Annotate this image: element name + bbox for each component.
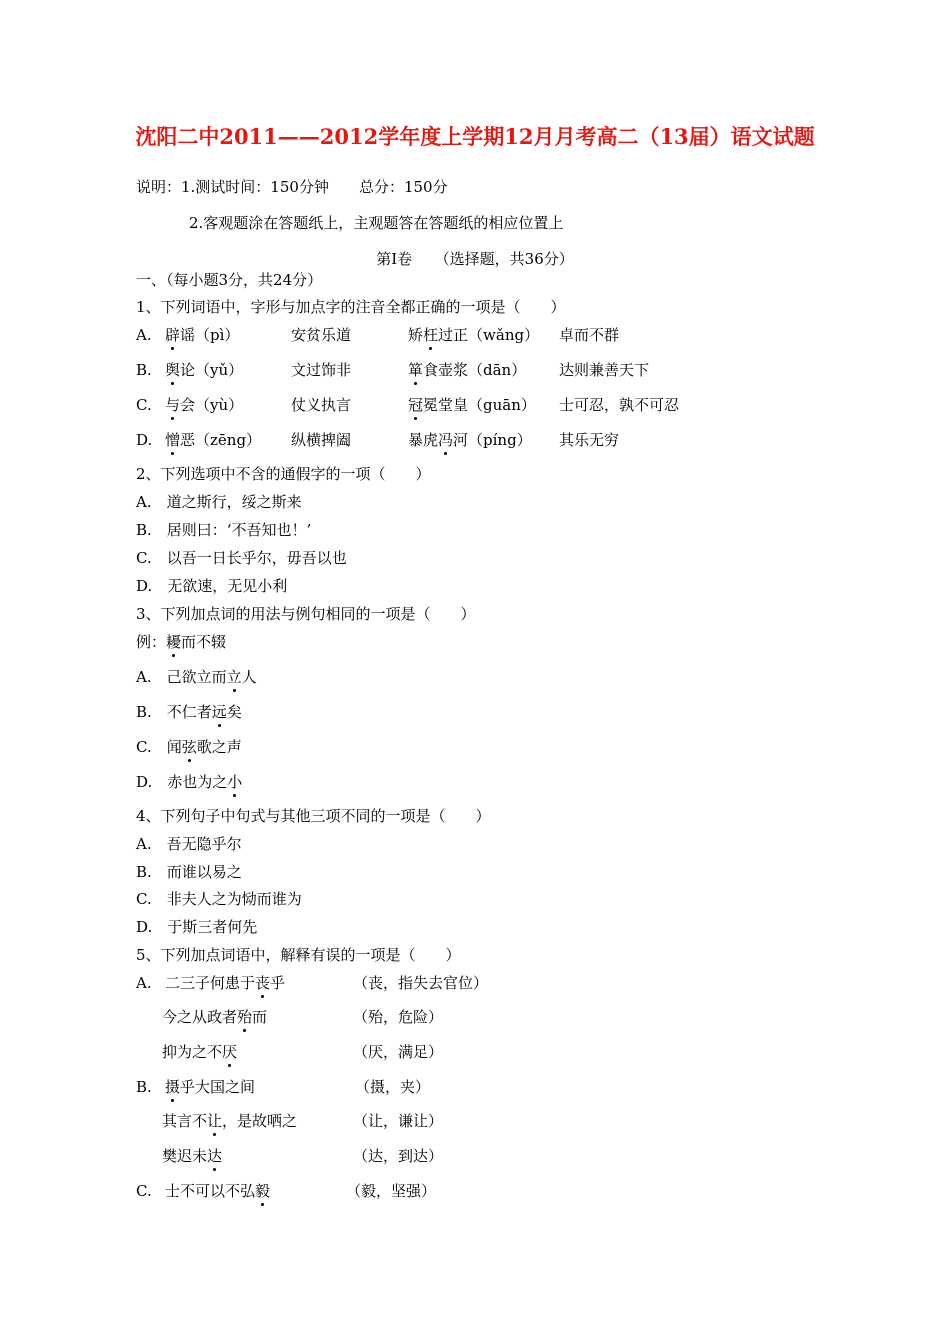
q1-row-a-word4: 卓而不群 xyxy=(559,326,620,344)
q1-stem: 1、下列词语中，字形与加点字的注音全都正确的一项是（ ） xyxy=(136,298,566,316)
q5-row-c-sentence: 士不可以不弘毅 xyxy=(165,1182,271,1200)
note-answer-sheet: 2.客观题涂在答题纸上，主观题答在答题纸的相应位置上 xyxy=(189,214,564,232)
q1-row-c-word3: 冠冕堂皇（guān） xyxy=(408,396,536,414)
q4-option-d: D. 于斯三者何先 xyxy=(136,918,258,936)
q1-row-a-letter: A. xyxy=(136,326,152,344)
q5-row-a2-gloss: （殆，危险） xyxy=(353,1008,444,1026)
q5-row-c-gloss: （毅，坚强） xyxy=(346,1182,437,1200)
q1-row-b-word4: 达则兼善天下 xyxy=(559,361,650,379)
q2-option-c: C. 以吾一日长乎尔，毋吾以也 xyxy=(136,549,347,567)
q5-row-a-gloss: （丧，指失去官位） xyxy=(353,974,489,992)
q2-option-d: D. 无欲速，无见小利 xyxy=(136,577,288,595)
q3-option-b: B. 不仁者远矣 xyxy=(136,703,242,721)
q3-option-d: D. 赤也为之小 xyxy=(136,773,243,791)
part-heading: 一、（每小题3分，共24分） xyxy=(136,271,323,289)
q1-row-c-word4: 士可忍，孰不可忍 xyxy=(559,396,680,414)
q5-row-c-letter: C. xyxy=(136,1182,152,1200)
q3-option-c: C. 闻弦歌之声 xyxy=(136,738,242,756)
q5-row-a3-gloss: （厌，满足） xyxy=(353,1043,444,1061)
q5-row-b-gloss: （摄，夹） xyxy=(355,1078,431,1096)
q5-row-b-sentence: 摄乎大国之间 xyxy=(165,1078,256,1096)
q4-stem: 4、下列句子中句式与其他三项不同的一项是（ ） xyxy=(136,807,491,825)
q1-row-a-word3: 矫枉过正（wǎng） xyxy=(408,326,540,344)
section-heading: 第Ⅰ卷 （选择题，共36分） xyxy=(376,250,574,268)
q1-row-c-letter: C. xyxy=(136,396,152,414)
q1-row-d-word4: 其乐无穷 xyxy=(559,431,620,449)
q3-stem: 3、下列加点词的用法与例句相同的一项是（ ） xyxy=(136,605,476,623)
q5-row-a-letter: A. xyxy=(136,974,152,992)
q3-option-a: A. 己欲立而立人 xyxy=(136,668,257,686)
q1-row-d-letter: D. xyxy=(136,431,153,449)
q5-row-b3-gloss: （达，到达） xyxy=(353,1147,444,1165)
q5-row-a3-sentence: 抑为之不厌 xyxy=(162,1043,238,1061)
q5-row-b-letter: B. xyxy=(136,1078,152,1096)
q4-option-a: A. 吾无隐乎尔 xyxy=(136,835,242,853)
q5-row-a-sentence: 二三子何患于丧乎 xyxy=(165,974,286,992)
q1-row-b-word2: 文过饰非 xyxy=(291,361,352,379)
q4-option-b: B. 而谁以易之 xyxy=(136,863,242,881)
q5-row-b2-sentence: 其言不让，是故哂之 xyxy=(162,1112,298,1130)
q5-row-b3-sentence: 樊迟未达 xyxy=(162,1147,223,1165)
q1-row-c-word1: 与会（yù） xyxy=(165,396,244,414)
q5-row-a2-sentence: 今之从政者殆而 xyxy=(162,1008,268,1026)
q1-row-a-word1: 辟谣（pì） xyxy=(165,326,240,344)
q1-row-d-word2: 纵横捭阖 xyxy=(291,431,352,449)
q5-row-b2-gloss: （让，谦让） xyxy=(353,1112,444,1130)
q1-row-b-letter: B. xyxy=(136,361,152,379)
q1-row-d-word3: 暴虎冯河（píng） xyxy=(408,431,532,449)
q3-example: 例：耰而不辍 xyxy=(136,633,227,651)
q1-row-c-word2: 仗义执言 xyxy=(291,396,352,414)
q5-stem: 5、下列加点词语中，解释有误的一项是（ ） xyxy=(136,946,461,964)
q2-option-b: B. 居则曰：‘不吾知也！’ xyxy=(136,521,312,539)
q1-row-d-word1: 憎恶（zēng） xyxy=(165,431,262,449)
q1-row-b-word3: 箪食壶浆（dān） xyxy=(408,361,527,379)
q2-option-a: A. 道之斯行，绥之斯来 xyxy=(136,493,302,511)
note-time-score: 说明：1.测试时间：150分钟 总分：150分 xyxy=(136,178,448,196)
page-title: 沈阳二中2011——2012学年度上学期12月月考高二（13届）语文试题 xyxy=(135,124,815,149)
q1-row-b-word1: 舆论（yǔ） xyxy=(165,361,244,379)
q2-stem: 2、下列选项中不含的通假字的一项（ ） xyxy=(136,465,431,483)
q4-option-c: C. 非夫人之为恸而谁为 xyxy=(136,890,302,908)
q1-row-a-word2: 安贫乐道 xyxy=(291,326,352,344)
